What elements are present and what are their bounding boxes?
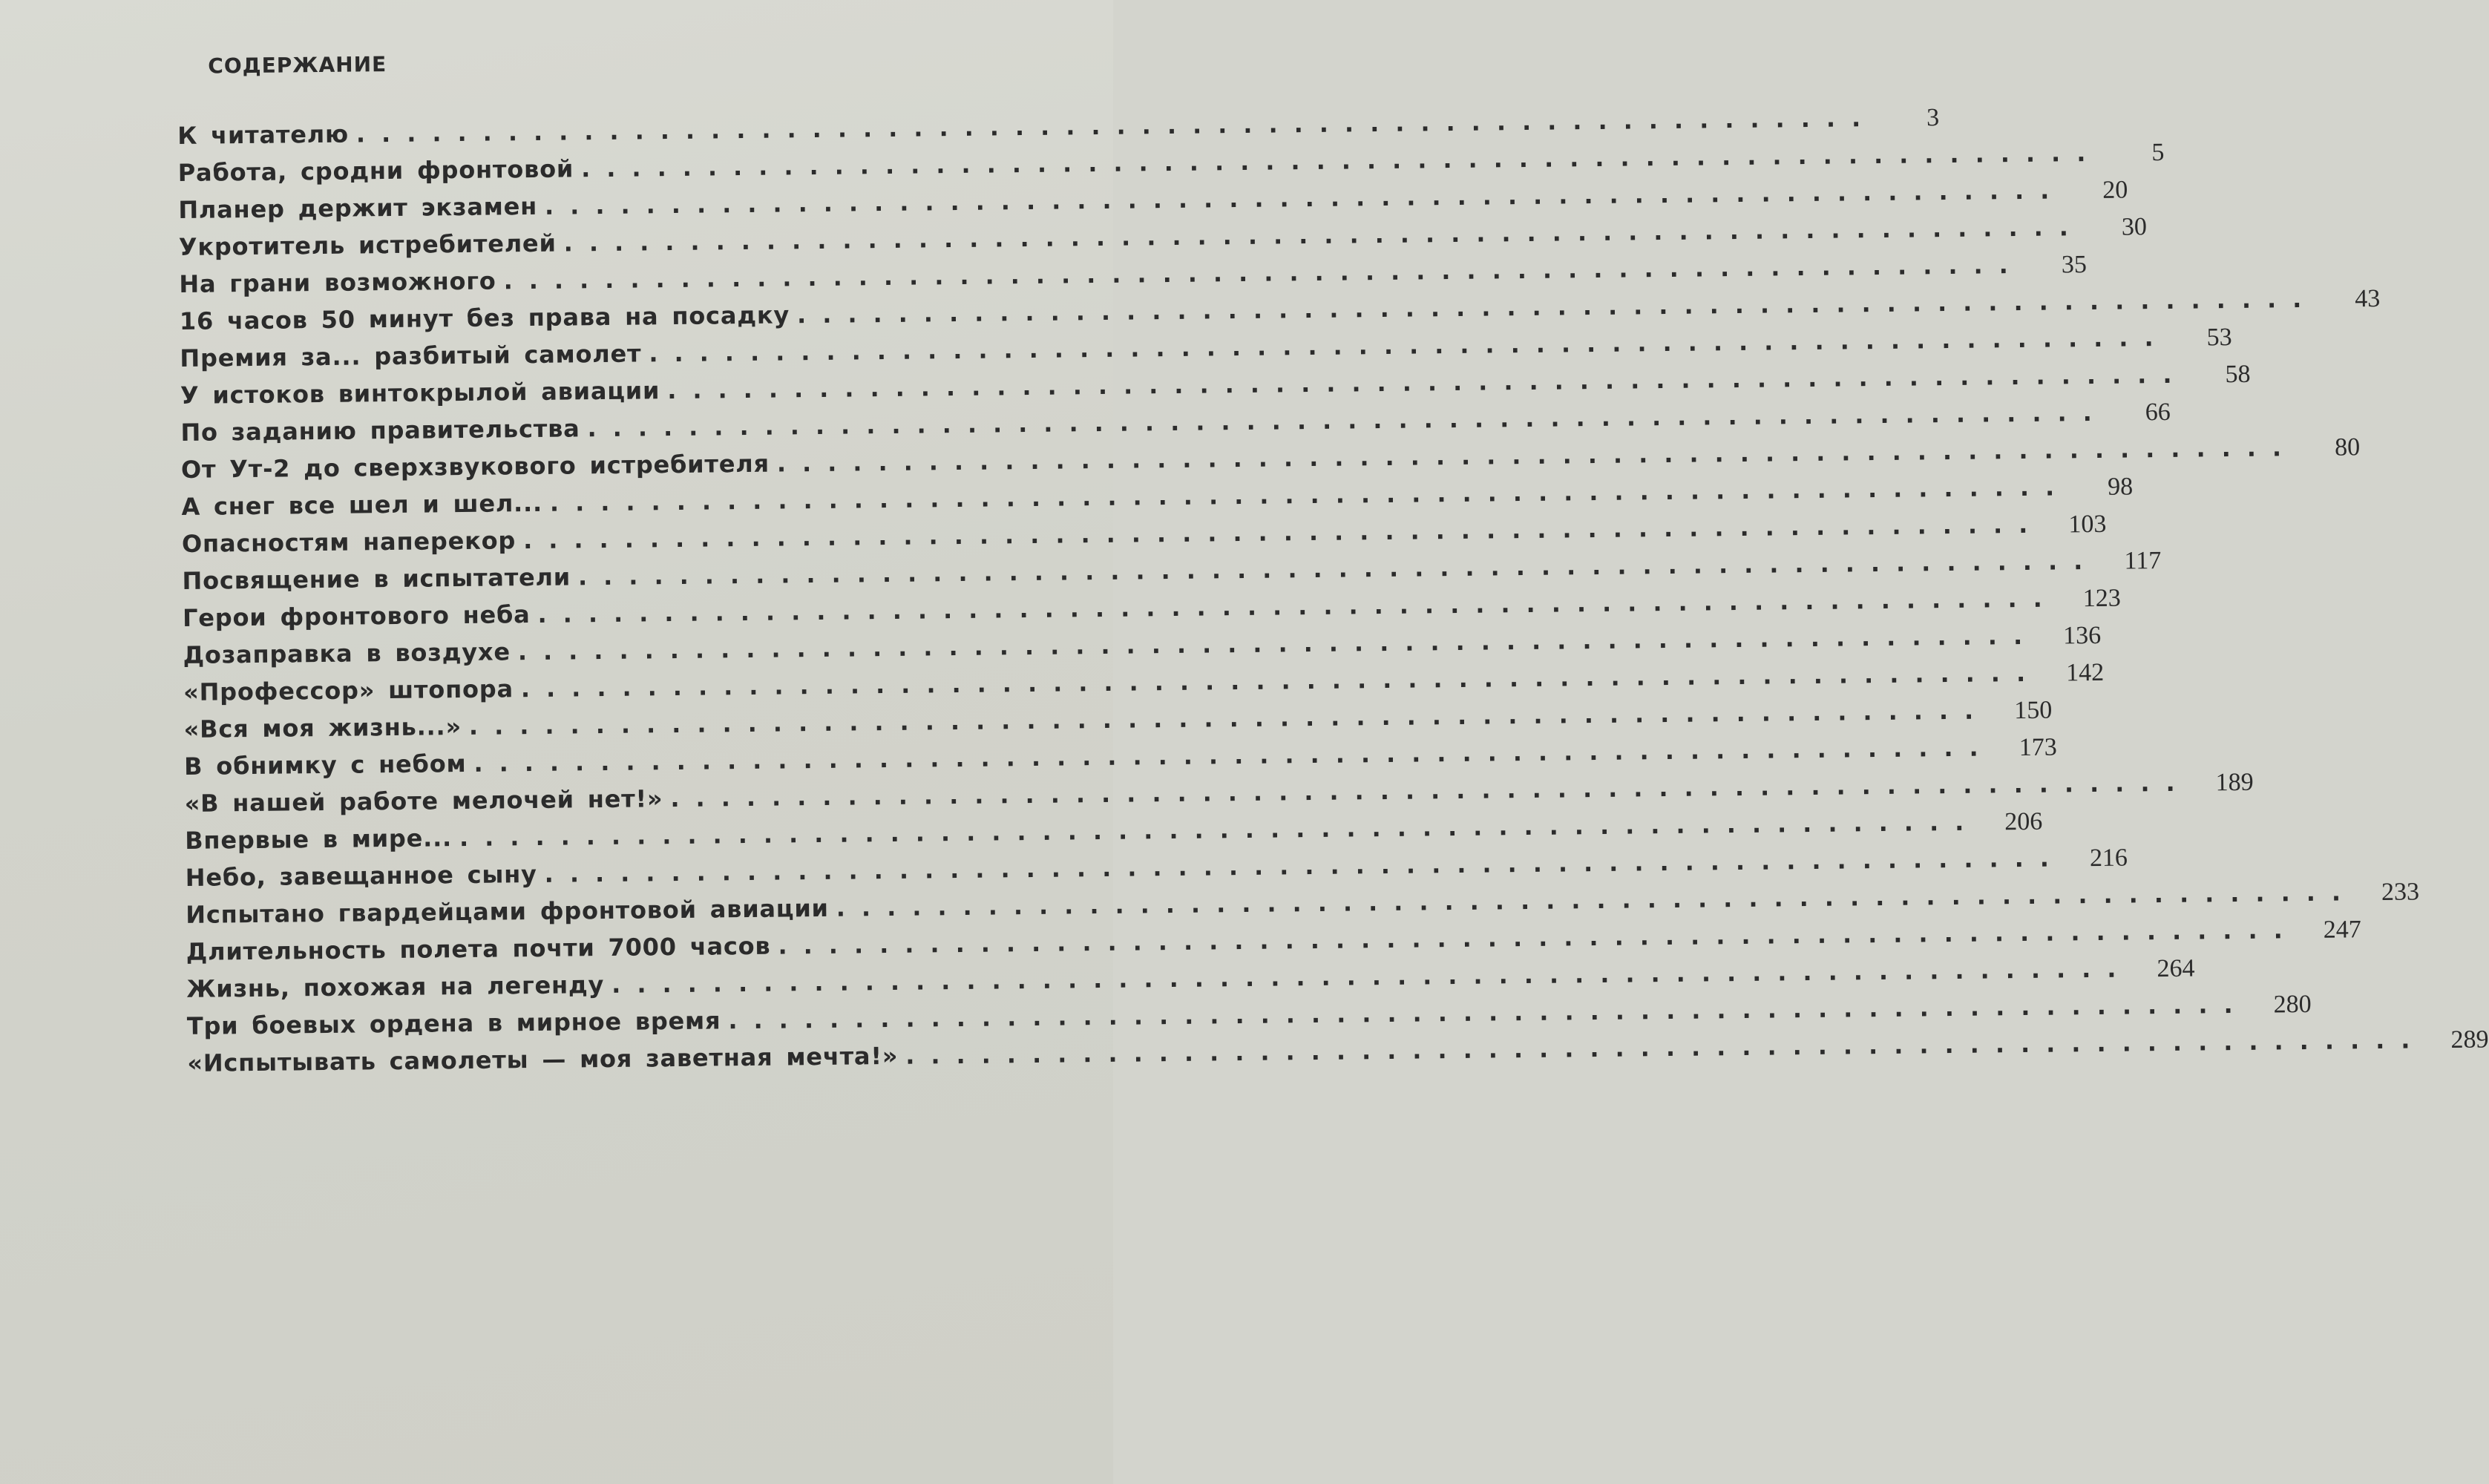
dot-leader: ............................................................	[670, 768, 2191, 813]
entry-page-number: 206	[2004, 807, 2043, 836]
entry-title: Герои фронтового неба	[182, 600, 531, 632]
dot-leader: ............................................................	[563, 213, 2085, 257]
entry-page-number: 136	[2062, 621, 2102, 650]
dot-leader: ............................................................	[587, 398, 2108, 443]
entry-title: На грани возможного	[179, 266, 496, 298]
entry-page-number: 58	[2225, 360, 2251, 389]
entry-page-number: 35	[2061, 251, 2088, 279]
entry-page-number: 150	[2014, 696, 2053, 725]
entry-page-number: 233	[2381, 878, 2420, 906]
dot-leader: ............................................................	[517, 621, 2039, 666]
dot-leader: ............................................................	[649, 323, 2170, 368]
entry-title: 16 часов 50 минут без права на посадку	[179, 301, 790, 335]
entry-page-number: 66	[2145, 398, 2171, 427]
dot-leader: ............................................................	[355, 104, 1878, 148]
entry-title: К читателю	[177, 119, 350, 150]
entry-page-number: 43	[2355, 284, 2381, 313]
dot-leader: ............................................................	[776, 433, 2298, 478]
entry-page-number: 247	[2323, 916, 2361, 944]
contents-entry	[187, 1025, 2489, 1082]
dot-leader: ............................................................	[503, 250, 2025, 295]
entry-page-number: 103	[2068, 510, 2107, 539]
entry-title: Три боевых ордена в мирное время	[186, 1006, 721, 1040]
entry-page-number: 189	[2215, 768, 2254, 797]
contents-heading: СОДЕРЖАНИЕ	[208, 52, 387, 79]
entry-title: А снег все шел и шел...	[181, 488, 543, 521]
entry-title: Жизнь, похожая на легенду	[186, 971, 605, 1003]
entry-title: Планер держит экзамен	[178, 191, 538, 224]
entry-page-number: 30	[2121, 213, 2148, 241]
entry-title: Опасностям наперекор	[181, 526, 517, 558]
entry-title: «Профессор» штопора	[183, 674, 514, 706]
dot-leader: ............................................................	[577, 546, 2099, 591]
entry-title: В обнимку с небом	[183, 749, 467, 781]
entry-page-number: 289	[2450, 1025, 2489, 1054]
entry-title: Длительность полета почти 7000 часов	[186, 931, 771, 966]
entry-page-number: 142	[2065, 658, 2105, 687]
contents-list	[177, 104, 2489, 1082]
dot-leader: ............................................................	[549, 473, 2071, 517]
entry-page-number: 264	[2157, 954, 2195, 983]
entry-title: Укротитель истребителей	[178, 229, 557, 261]
dot-leader: ............................................................	[473, 733, 1995, 778]
entry-title: «Вся моя жизнь...»	[183, 712, 462, 743]
dot-leader: ............................................................	[544, 844, 2066, 888]
dot-leader: ............................................................	[459, 807, 1981, 853]
entry-page-number: 98	[2108, 473, 2134, 501]
table-of-contents	[177, 36, 2489, 1082]
entry-title: Посвящение в испытатели	[182, 562, 571, 595]
entry-title: От Ут-2 до сверхзвукового истребителя	[180, 449, 770, 484]
entry-title: Небо, завещанное сыну	[185, 859, 537, 892]
dot-leader: ............................................................	[905, 1025, 2427, 1070]
dot-leader: ............................................................	[580, 138, 2102, 183]
dot-leader: ............................................................	[468, 696, 1990, 741]
entry-page-number: 3	[1926, 104, 1940, 132]
dot-leader: ............................................................	[522, 510, 2044, 555]
dot-leader: ............................................................	[836, 878, 2358, 922]
dot-leader: ............................................................	[544, 176, 2066, 220]
dot-leader: ............................................................	[537, 584, 2059, 628]
entry-title: Впервые в мире...	[185, 824, 453, 855]
entry-page-number: 173	[2019, 733, 2057, 762]
entry-page-number: 5	[2151, 138, 2165, 167]
dot-leader: ............................................................	[667, 360, 2188, 405]
entry-page-number: 123	[2082, 584, 2121, 613]
dot-leader: ............................................................	[778, 916, 2299, 960]
dot-leader: ............................................................	[520, 658, 2042, 703]
entry-page-number: 280	[2273, 990, 2312, 1019]
entry-title: У истоков винтокрылой авиации	[180, 376, 660, 410]
entry-title: По заданию правительства	[180, 414, 580, 447]
entry-title: «Испытывать самолеты — моя заветная мечта!»	[187, 1041, 899, 1077]
dot-leader: ............................................................	[728, 990, 2249, 1035]
entry-page-number: 53	[2206, 324, 2232, 352]
entry-title: Дозаправка в воздухе	[183, 637, 511, 669]
dot-leader: ............................................................	[611, 954, 2133, 999]
entry-title: Премия за... разбитый самолет	[180, 339, 642, 372]
entry-page-number: 216	[2089, 844, 2128, 873]
entry-page-number: 20	[2102, 176, 2128, 204]
entry-title: Испытано гвардейцами фронтовой авиации	[186, 893, 829, 929]
dot-leader: ............................................................	[796, 284, 2318, 329]
entry-page-number: 80	[2334, 433, 2361, 462]
entry-title: Работа, сродни фронтовой	[177, 154, 574, 187]
entry-title: «В нашей работе мелочей нет!»	[184, 784, 663, 818]
entry-page-number: 117	[2124, 547, 2162, 575]
